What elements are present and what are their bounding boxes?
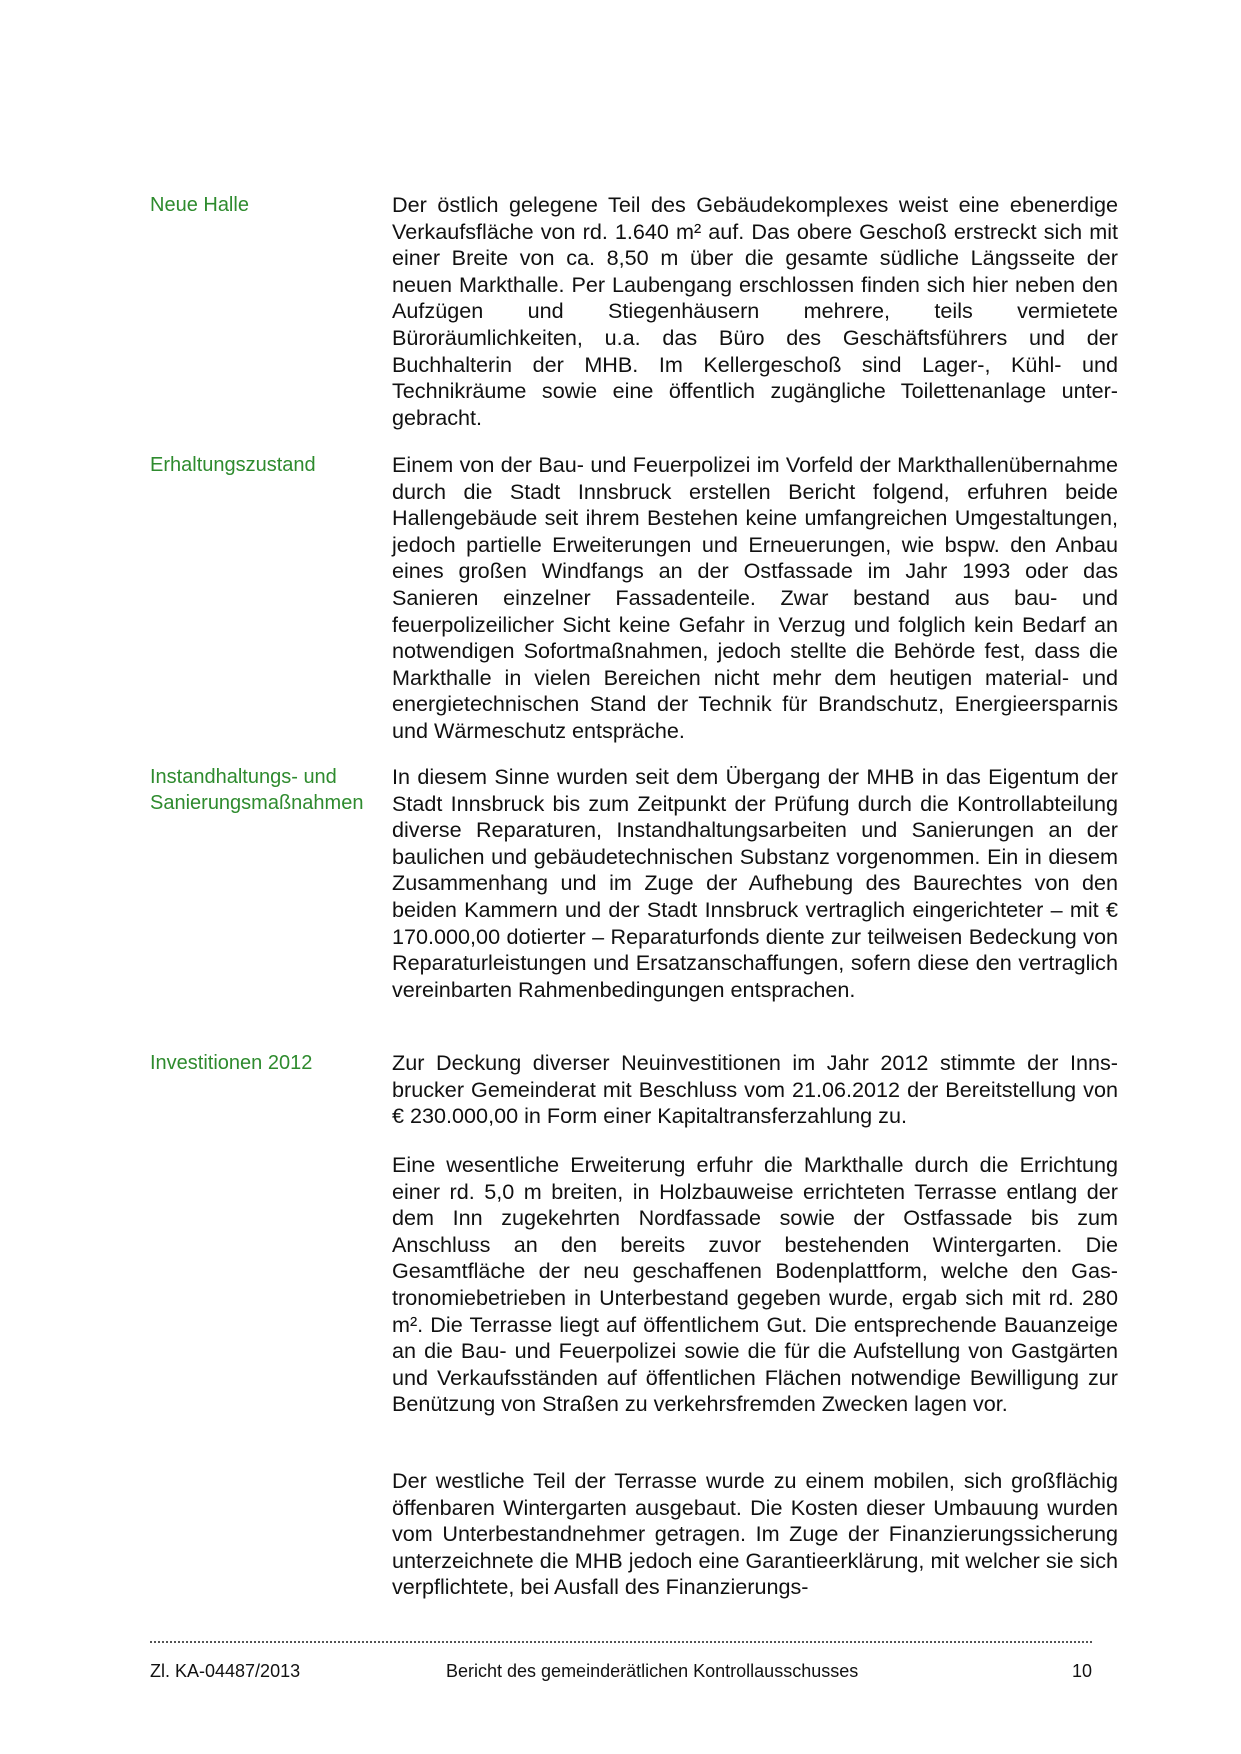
- margin-label: Erhaltungszustand: [150, 454, 316, 476]
- margin-label: Instandhaltungs- und Sanierungsmaßnahmen: [150, 766, 364, 814]
- paragraph: Der westliche Teil der Terrasse wurde zu einem mobilen, sich großflächig öffenbaren Wintergarten ausgebaut. Die Kosten dieser Umbauung wurden vom Unterbestandnehmer getragen. Im Zuge der Finanzierungssicherung unterzeichnete die MHB jedoch eine Garantieerklärung, mit welcher sie sich verpflichtete, bei Ausfall des Finanzierungs-: [392, 1468, 1118, 1600]
- footer-divider: [150, 1641, 1092, 1643]
- margin-label: Neue Halle: [150, 194, 249, 216]
- body-text: [392, 1468, 1118, 1601]
- page-number: 10: [1072, 1661, 1093, 1681]
- footer-reference: Zl. KA-04487/2013: [150, 1661, 301, 1681]
- body-text: [392, 1050, 1118, 1130]
- footer-title: Bericht des gemeinderätlichen Kontrollausschusses: [446, 1661, 859, 1681]
- margin-label: Investitionen 2012: [150, 1052, 313, 1074]
- body-text: [392, 764, 1118, 1003]
- paragraph: Einem von der Bau- und Feuerpolizei im Vorfeld der Markthallenübernahme durch die Stadt Innsbruck erstellen Bericht folgend, erfuhren beide Hallengebäude seit ihrem Bestehen keine umfangreichen Umgestaltungen, jedoch partielle Erweiterungen und Erneuerungen, wie bspw. den Anbau eines großen Windfangs an der Ostfassade im Jahr 1993 oder das Sanieren einzelner Fassadenteile. Zwar bestand aus bau- und feuerpolizeilicher Sicht keine Gefahr in Verzug und folglich kein Bedarf an notwendigen Sofortmaßnahmen, jedoch stellte die Behörde fest, dass die Markthalle in vielen Bereichen nicht mehr dem heutigen material- und energietechnischen Stand der Technik für Brandschutz, Energieersparnis und Wärmeschutz entspräche.: [392, 452, 1118, 743]
- body-text: [392, 452, 1118, 745]
- paragraph: In diesem Sinne wurden seit dem Übergang der MHB in das Eigentum der Stadt Innsbruck bis zum Zeitpunkt der Prüfung durch die Kontrollabteilung diverse Reparaturen, Instandhaltungsarbeiten und Sanierungen an der baulichen und gebäudetechnischen Substanz vorgenommen. Ein in diesem Zusammenhang und im Zuge der Aufhebung des Baurechtes von den beiden Kammern und der Stadt Innsbruck vertraglich eingerichteter – mit € 170.000,00 dotierter – Reparaturfonds diente zur teilweisen Bedeckung von Reparaturleistungen und Ersatzanschaffungen, sofern diese den vertraglich vereinbarten Rahmenbedingungen entsprachen.: [392, 764, 1118, 1002]
- paragraph: Der östlich gelegene Teil des Gebäudekomplexes weist eine ebenerdige Verkaufsfläche von rd. 1.640 m² auf. Das obere Geschoß erstreckt sich mit einer Breite von ca. 8,50 m über die gesamte südliche Längsseite der neuen Markthalle. Per Laubengang erschlossen finden sich hier neben den Aufzügen und Stiegenhäusern mehrere, teils vermietete Büroräumlichkeiten, u.a. das Büro des Geschäftsführers und der Buchhalterin der MHB. Im Kellergeschoß sind Lager-, Kühl- und Technikräume sowie eine öffentlich zugängliche Toilettenanlage untergebracht.: [392, 192, 1118, 430]
- paragraph: Eine wesentliche Erweiterung erfuhr die Markthalle durch die Errichtung einer rd. 5,0 m breiten, in Holzbauweise errichteten Terrasse entlang der dem Inn zugekehrten Nordfassade sowie der Ostfassade bis zum Anschluss an den bereits zuvor bestehenden Wintergarten. Die Gesamtfläche der neu geschaffenen Bodenplattform, welche den Gastronomiebetrieben in Unterbestand gegeben wurde, ergab sich mit rd. 280 m². Die Terrasse liegt auf öffentlichem Gut. Die entsprechende Bauanzeige an die Bau- und Feuerpolizei sowie die für die Aufstellung von Gastgärten und Verkaufsständen auf öffentlichen Flächen notwendige Bewilligung zur Benützung von Straßen zu verkehrsfremden Zwecken lagen vor.: [392, 1152, 1118, 1417]
- body-text: [392, 192, 1118, 431]
- paragraph: Zur Deckung diverser Neuinvestitionen im Jahr 2012 stimmte der Innsbrucker Gemeinderat mit Beschluss vom 21.06.2012 der Bereitstellung von € 230.000,00 in Form einer Kapitaltransferzahlung zu.: [392, 1050, 1118, 1129]
- body-text: [392, 1152, 1118, 1418]
